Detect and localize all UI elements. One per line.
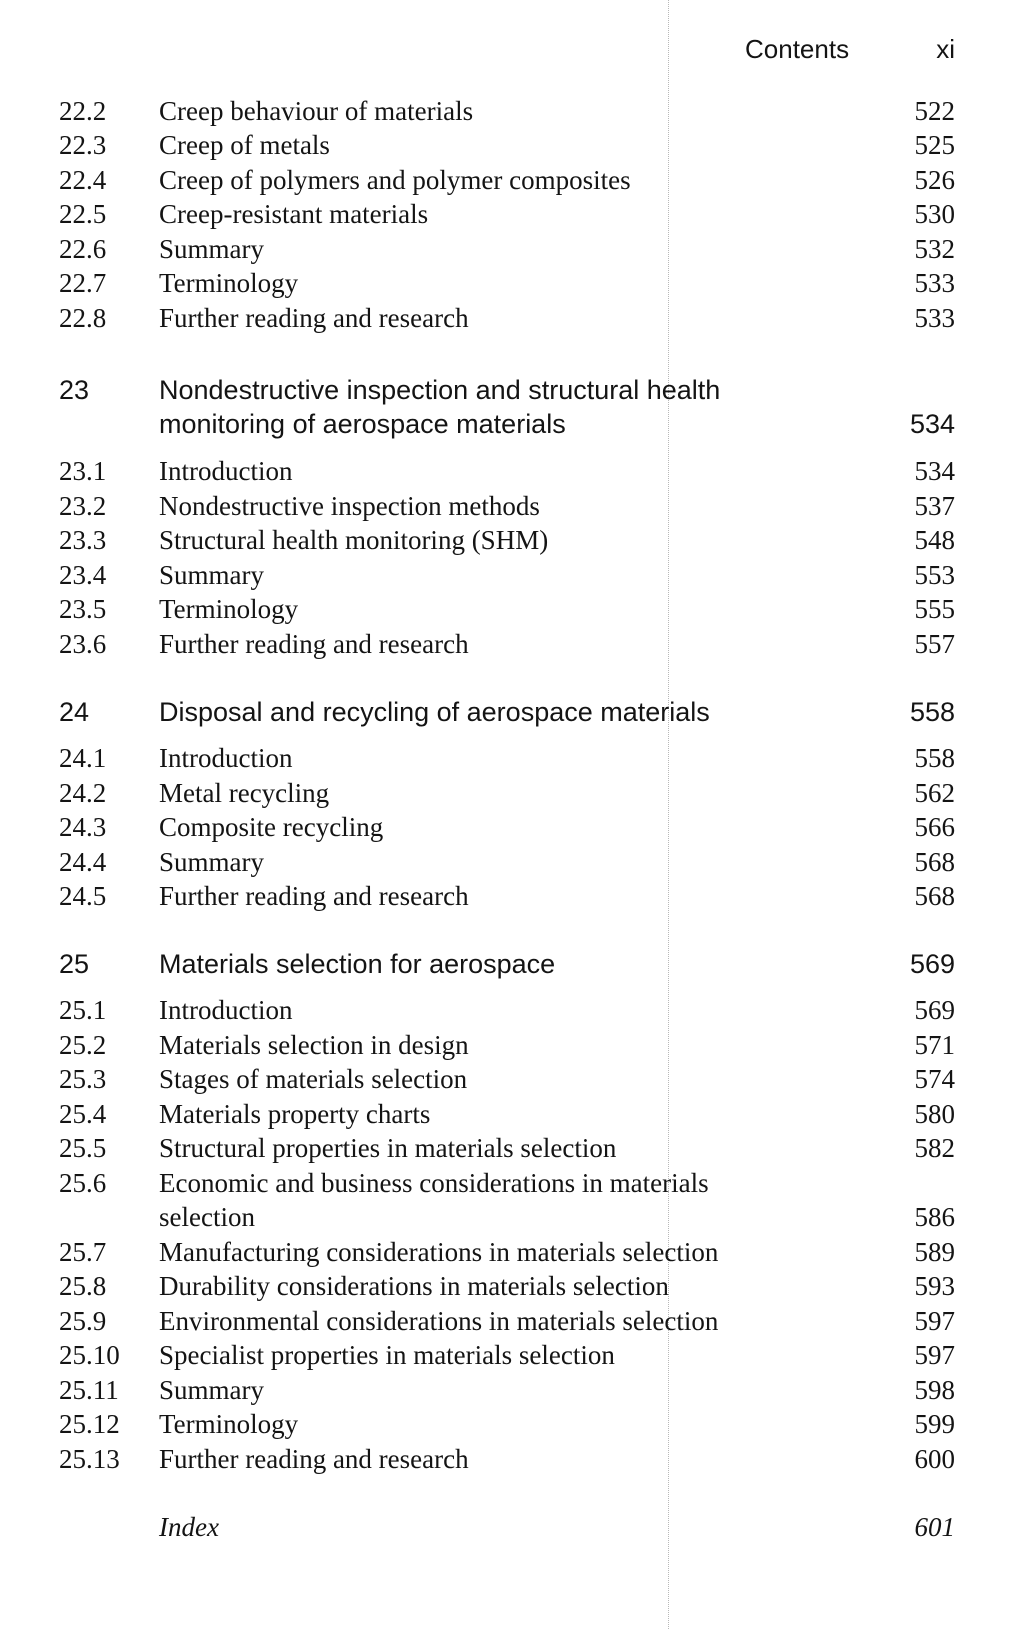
- entry-number: 24.2: [59, 778, 107, 808]
- entry-title: Summary: [159, 847, 264, 877]
- toc-entry: [0, 776, 1030, 810]
- entry-page: 580: [914, 1099, 955, 1129]
- entry-title: Structural health monitoring (SHM): [159, 525, 549, 555]
- toc-entry: [0, 128, 1030, 162]
- entry-title: Stages of materials selection: [159, 1064, 468, 1094]
- toc-entry: [0, 1442, 1030, 1476]
- chapter-page: 534: [909, 409, 955, 439]
- entry-page: 558: [914, 743, 955, 773]
- entry-number: 23.5: [59, 594, 107, 624]
- entry-page: 569: [914, 995, 955, 1025]
- running-head-page-number: xi: [936, 34, 955, 64]
- toc-entry: [0, 232, 1030, 266]
- toc-entry: [0, 741, 1030, 775]
- entry-title: Creep of polymers and polymer composites: [159, 165, 631, 195]
- toc-entry: [0, 1166, 1030, 1200]
- entry-title: Durability considerations in materials selection: [159, 1271, 669, 1301]
- entry-number: 25.11: [59, 1375, 119, 1405]
- entry-number: 25.10: [59, 1340, 120, 1370]
- entry-title-line2: selection: [159, 1202, 255, 1232]
- entry-number: 25.3: [59, 1064, 107, 1094]
- entry-title: Creep of metals: [159, 130, 330, 160]
- entry-page: 571: [914, 1030, 955, 1060]
- entry-number: 23.3: [59, 525, 107, 555]
- toc-entry: [0, 627, 1030, 661]
- entry-title: Introduction: [159, 995, 293, 1025]
- entry-number: 23.4: [59, 560, 107, 590]
- entry-page: 597: [914, 1340, 955, 1370]
- entry-number: 22.2: [59, 96, 107, 126]
- entry-page: 532: [914, 234, 955, 264]
- entry-page: 597: [914, 1306, 955, 1336]
- entry-page: 589: [914, 1237, 955, 1267]
- entry-number: 25.7: [59, 1237, 107, 1267]
- entry-title: Economic and business considerations in materials: [159, 1168, 709, 1198]
- entry-page: 530: [914, 199, 955, 229]
- entry-title: Manufacturing considerations in materials selection: [159, 1237, 719, 1267]
- entry-title: Materials property charts: [159, 1099, 431, 1129]
- entry-number: 22.6: [59, 234, 107, 264]
- chapter-heading: [0, 695, 1030, 729]
- toc-entry: [0, 1235, 1030, 1269]
- entry-page: 600: [914, 1444, 955, 1474]
- chapter-heading: [0, 373, 1030, 407]
- toc-entry: [0, 454, 1030, 488]
- entry-title: Creep-resistant materials: [159, 199, 429, 229]
- entry-page: 537: [914, 491, 955, 521]
- toc-entry: [0, 1407, 1030, 1441]
- entry-number: 24.1: [59, 743, 107, 773]
- chapter-title: Disposal and recycling of aerospace materials: [159, 697, 710, 727]
- entry-page: 548: [914, 525, 955, 555]
- chapter-heading: [0, 947, 1030, 981]
- toc-entry: [0, 266, 1030, 300]
- toc-entry: [0, 810, 1030, 844]
- toc-entry: [0, 879, 1030, 913]
- entry-title: Metal recycling: [159, 778, 330, 808]
- toc-entry: [0, 1373, 1030, 1407]
- entry-number: 25.8: [59, 1271, 107, 1301]
- entry-number: 24.5: [59, 881, 107, 911]
- entry-page: 526: [914, 165, 955, 195]
- entry-page: 533: [914, 268, 955, 298]
- entry-page: 593: [914, 1271, 955, 1301]
- entry-page: 553: [914, 560, 955, 590]
- chapter-page: 558: [909, 697, 955, 727]
- entry-title: Creep behaviour of materials: [159, 96, 474, 126]
- toc-entry: [0, 993, 1030, 1027]
- entry-page: 534: [914, 456, 955, 486]
- entry-page: 568: [914, 847, 955, 877]
- chapter-number: 24: [59, 697, 90, 727]
- chapter-title-line2: monitoring of aerospace materials: [159, 409, 566, 439]
- toc-entry: [0, 1097, 1030, 1131]
- entry-title: Summary: [159, 234, 264, 264]
- entry-page: 599: [914, 1409, 955, 1439]
- entry-title: Summary: [159, 1375, 264, 1405]
- entry-page: 586: [914, 1202, 955, 1232]
- entry-number: 25.13: [59, 1444, 120, 1474]
- entry-title: Structural properties in materials selection: [159, 1133, 617, 1163]
- toc-entry: [0, 163, 1030, 197]
- entry-number: 23.1: [59, 456, 107, 486]
- entry-page: 562: [914, 778, 955, 808]
- toc-entry: [0, 1304, 1030, 1338]
- entry-title: Composite recycling: [159, 812, 384, 842]
- entry-number: 24.4: [59, 847, 107, 877]
- toc-entry: [0, 1338, 1030, 1372]
- toc-entry: [0, 523, 1030, 557]
- entry-page: 525: [914, 130, 955, 160]
- chapter-number: 25: [59, 949, 90, 979]
- entry-title: Further reading and research: [159, 881, 469, 911]
- toc-entry: [0, 489, 1030, 523]
- entry-number: 25.6: [59, 1168, 107, 1198]
- entry-page: 566: [914, 812, 955, 842]
- entry-number: 25.5: [59, 1133, 107, 1163]
- entry-number: 25.4: [59, 1099, 107, 1129]
- chapter-page: 569: [909, 949, 955, 979]
- index-entry: [0, 1510, 1030, 1544]
- toc-entry: [0, 845, 1030, 879]
- entry-number: 22.7: [59, 268, 107, 298]
- entry-title: Environmental considerations in materials selection: [159, 1306, 719, 1336]
- toc-entry-continued: [0, 1200, 1030, 1234]
- entry-title: Introduction: [159, 456, 293, 486]
- toc-entry: [0, 1131, 1030, 1165]
- entry-number: 25.2: [59, 1030, 107, 1060]
- entry-number: 23.2: [59, 491, 107, 521]
- entry-title: Terminology: [159, 268, 299, 298]
- entry-title: Materials selection in design: [159, 1030, 469, 1060]
- running-head-title: Contents: [745, 34, 850, 64]
- toc-entry: [0, 197, 1030, 231]
- chapter-title: Materials selection for aerospace: [159, 949, 556, 979]
- running-head: [0, 34, 1030, 68]
- entry-page: 555: [914, 594, 955, 624]
- entry-number: 25.9: [59, 1306, 107, 1336]
- entry-number: 22.4: [59, 165, 107, 195]
- index-page: 601: [914, 1512, 955, 1542]
- chapter-title-line1: Nondestructive inspection and structural health: [159, 375, 721, 405]
- entry-title: Introduction: [159, 743, 293, 773]
- entry-number: 22.5: [59, 199, 107, 229]
- entry-title: Summary: [159, 560, 264, 590]
- entry-page: 533: [914, 303, 955, 333]
- toc-entry: [0, 1269, 1030, 1303]
- toc-entry: [0, 301, 1030, 335]
- entry-title: Further reading and research: [159, 1444, 469, 1474]
- entry-title: Specialist properties in materials selection: [159, 1340, 615, 1370]
- entry-number: 25.12: [59, 1409, 120, 1439]
- entry-page: 522: [914, 96, 955, 126]
- entry-number: 22.8: [59, 303, 107, 333]
- entry-title: Terminology: [159, 1409, 299, 1439]
- entry-number: 24.3: [59, 812, 107, 842]
- entry-page: 557: [914, 629, 955, 659]
- entry-title: Further reading and research: [159, 303, 469, 333]
- entry-page: 574: [914, 1064, 955, 1094]
- entry-page: 568: [914, 881, 955, 911]
- entry-page: 582: [914, 1133, 955, 1163]
- chapter-heading-continued: [0, 407, 1030, 441]
- index-title: Index: [159, 1512, 219, 1542]
- entry-title: Terminology: [159, 594, 299, 624]
- entry-page: 598: [914, 1375, 955, 1405]
- toc-entry: [0, 558, 1030, 592]
- entry-number: 23.6: [59, 629, 107, 659]
- entry-title: Further reading and research: [159, 629, 469, 659]
- entry-number: 22.3: [59, 130, 107, 160]
- toc-entry: [0, 592, 1030, 626]
- entry-number: 25.1: [59, 995, 107, 1025]
- toc-entry: [0, 1028, 1030, 1062]
- entry-title: Nondestructive inspection methods: [159, 491, 540, 521]
- toc-entry: [0, 1062, 1030, 1096]
- chapter-number: 23: [59, 375, 90, 405]
- toc-entry: [0, 94, 1030, 128]
